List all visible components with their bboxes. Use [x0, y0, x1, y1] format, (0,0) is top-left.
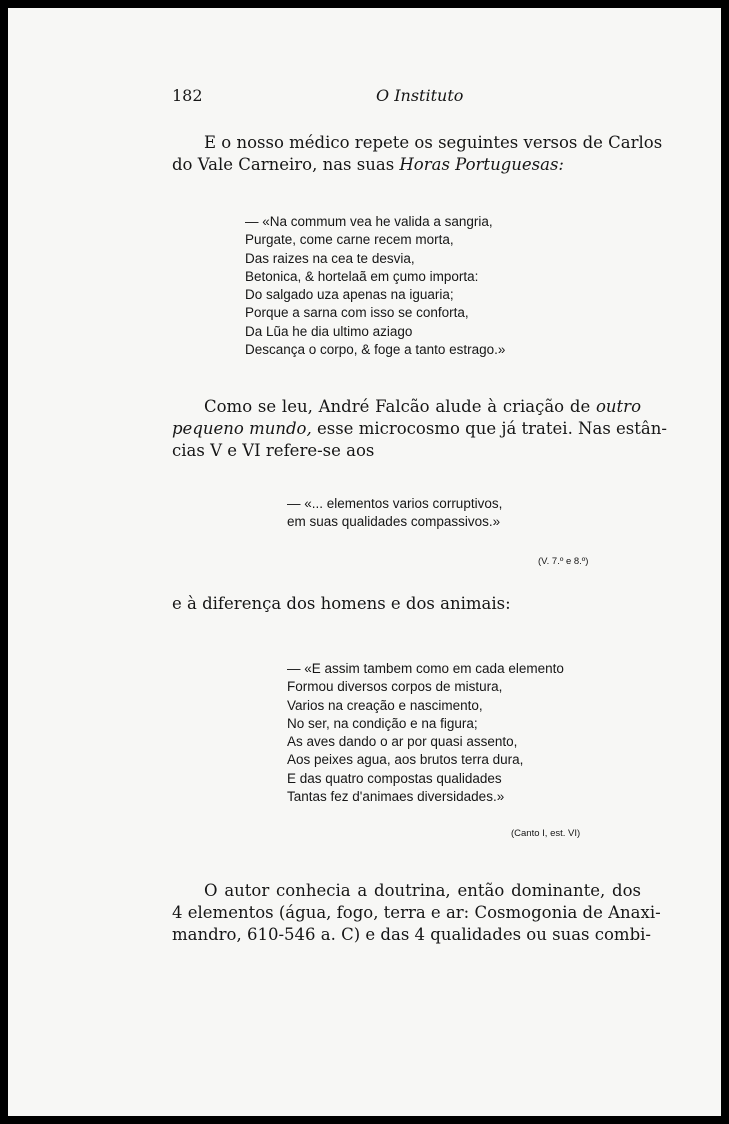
verse-block-1	[245, 213, 505, 359]
paragraph-2	[172, 396, 667, 462]
book-title: Horas Portuguesas:	[399, 155, 564, 174]
verse-line: Aos peixes agua, aos brutos terra dura,	[287, 752, 524, 768]
paragraph-4	[172, 880, 661, 946]
paragraph-line: cias V e VI refere-se aos	[172, 441, 375, 460]
paragraph-line: mandro, 610-546 a. C) e das 4 qualidades ou suas combi-	[172, 925, 651, 944]
verse-line: Formou diversos corpos de mistura,	[287, 679, 503, 695]
paragraph-italic: pequeno mundo,	[172, 419, 312, 438]
verse-block-2	[287, 495, 502, 532]
paragraph-line: do Vale Carneiro, nas suas	[172, 155, 400, 174]
verse-line: Do salgado uza apenas na iguaria;	[245, 287, 454, 303]
paragraph-italic: outro	[595, 397, 641, 416]
citation-1: (V. 7.º e 8.º)	[538, 556, 589, 567]
paragraph-line: 4 elementos (água, fogo, terra e ar: Cosmogonia de Anaxi-	[172, 903, 661, 922]
verse-line: Das raizes na cea te desvia,	[245, 250, 415, 266]
paragraph-line: E o nosso médico repete os seguintes versos de Carlos	[204, 133, 663, 152]
verse-line: Purgate, come carne recem morta,	[245, 232, 454, 248]
paragraph-line: Como se leu, André Falcão alude à criação de	[204, 397, 596, 416]
verse-line: Varios na creação e nascimento,	[287, 697, 483, 713]
verse-line: No ser, na condição e na figura;	[287, 715, 478, 731]
paragraph-line: O autor conhecia a doutrina, então dominante, dos	[204, 881, 641, 900]
verse-line: — «Na commum vea he valida a sangria,	[245, 214, 493, 229]
paragraph-3: e à diferença dos homens e dos animais:	[172, 594, 511, 613]
verse-line: — «E assim tambem como em cada elemento	[287, 661, 564, 676]
verse-block-3	[287, 660, 564, 806]
verse-line: Tantas fez d'animaes diversidades.»	[287, 789, 505, 805]
paragraph-line: esse microcosmo que já tratei. Nas estân-	[311, 419, 667, 438]
page-number: 182	[172, 86, 203, 105]
citation-2: (Canto I, est. VI)	[511, 828, 581, 839]
verse-line: Betonica, & hortelaã em çumo importa:	[245, 268, 479, 284]
verse-line: Da Lũa he dia ultimo aziago	[245, 323, 413, 339]
running-title: O Instituto	[376, 86, 464, 105]
verse-line: E das quatro compostas qualidades	[287, 770, 502, 786]
verse-line: Descança o corpo, & foge a tanto estrago.»	[245, 342, 506, 358]
paragraph-1	[172, 132, 663, 176]
verse-line: Porque a sarna com isso se conforta,	[245, 305, 469, 321]
verse-line: — «... elementos varios corruptivos,	[287, 496, 503, 511]
book-page	[8, 8, 721, 1116]
verse-line: As aves dando o ar por quasi assento,	[287, 734, 518, 750]
verse-line: em suas qualidades compassivos.»	[287, 514, 501, 530]
